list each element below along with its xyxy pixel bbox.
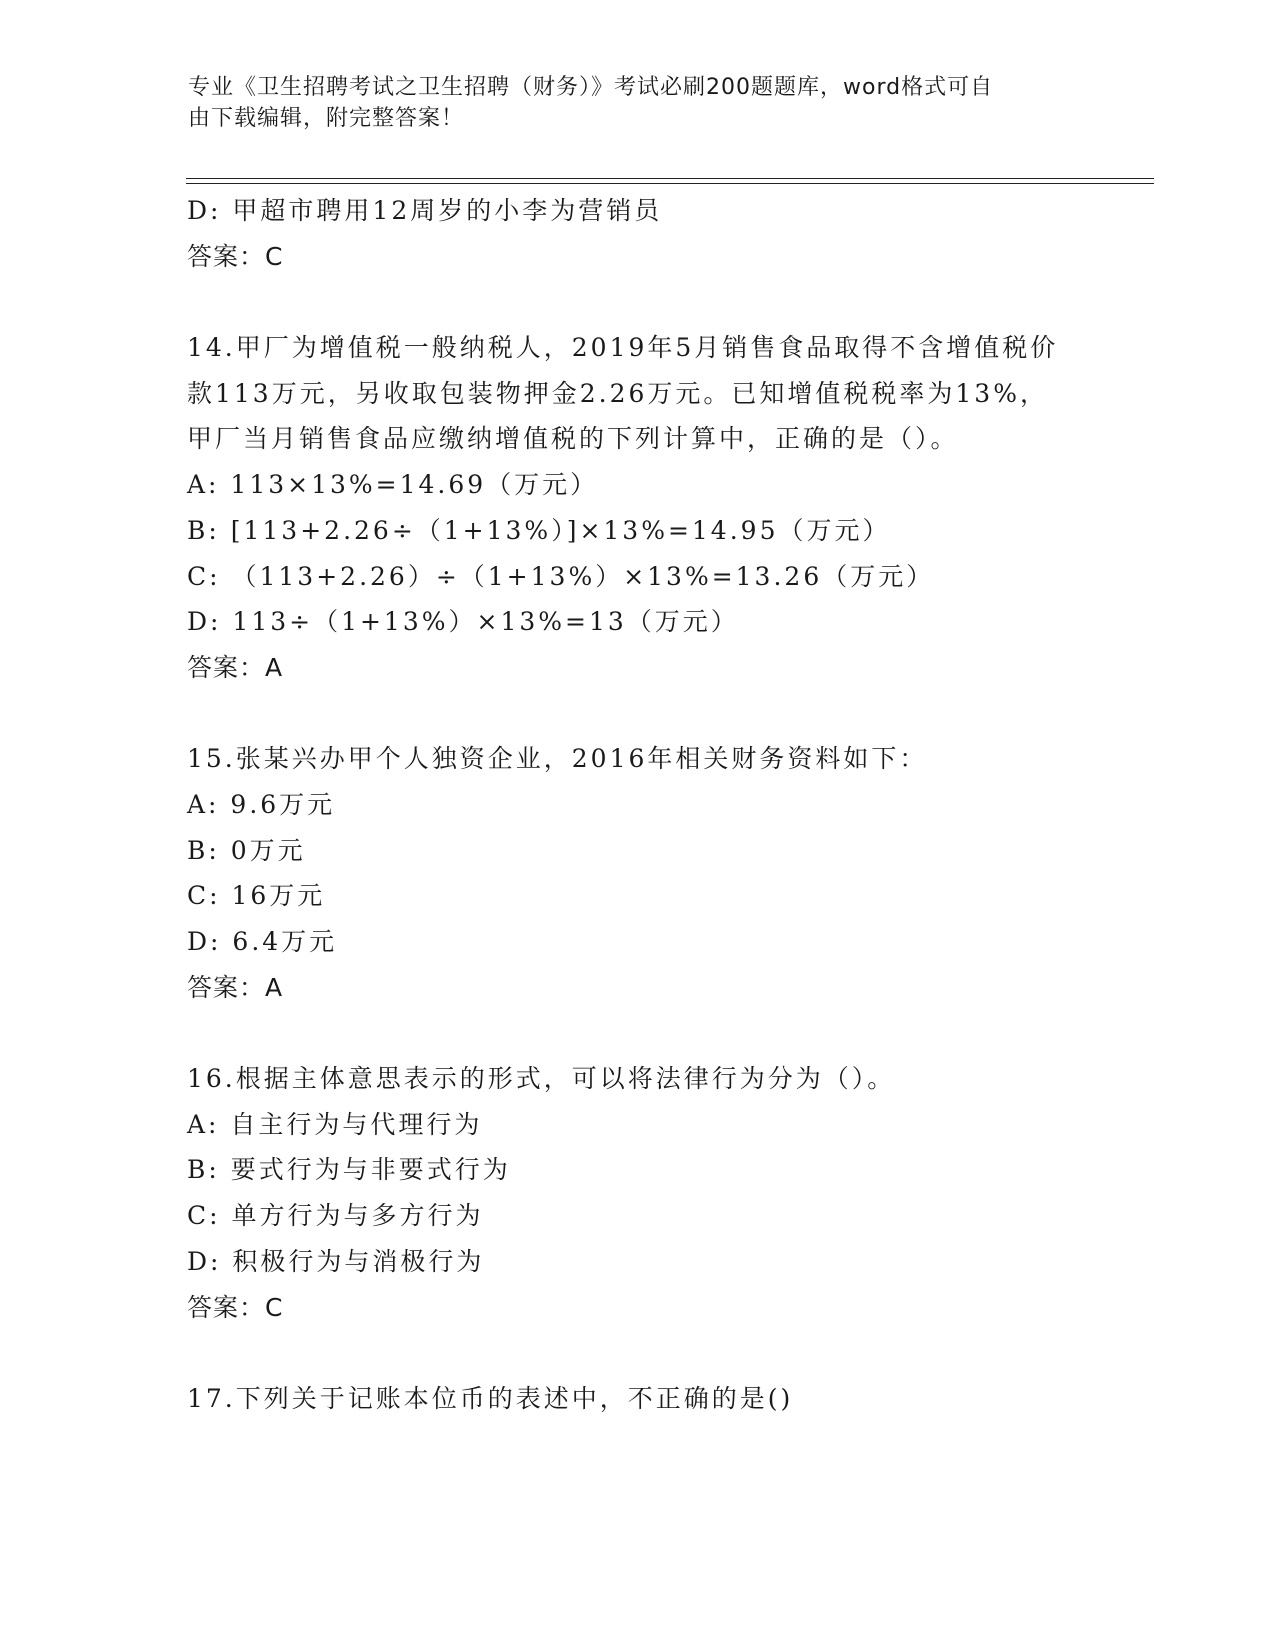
header-divider-bottom [186, 183, 1154, 184]
answer: 答案：A [187, 972, 284, 1002]
option-d: D: 6.4万元 [187, 927, 338, 956]
answer: 答案：A [187, 652, 284, 682]
question-17 [187, 1376, 1147, 1422]
header-line-2: 由下载编辑，附完整答案！ [188, 106, 465, 131]
header-line-1: 专业《卫生招聘考试之卫生招聘（财务）》考试必刷200题题库，word格式可自 [188, 75, 994, 100]
option-a: A: 自主行为与代理行为 [187, 1109, 483, 1139]
option-b: B: 要式行为与非要式行为 [187, 1155, 511, 1185]
question-stem: 17.下列关于记账本位币的表述中，不正确的是() [187, 1383, 794, 1413]
spacer [187, 691, 1147, 737]
option-c: C: 单方行为与多方行为 [187, 1201, 484, 1231]
question-13 [187, 188, 1147, 279]
question-stem: 16.根据主体意思表示的形式，可以将法律行为分为（）。 [187, 1064, 896, 1094]
option-b: B: 0万元 [187, 835, 306, 865]
option-c: C: 16万元 [187, 881, 326, 911]
question-stem: 款113万元，另收取包装物押金2.26万元。已知增值税税率为13%， [187, 378, 1048, 408]
option-a: A: 9.6万元 [187, 789, 336, 819]
header-divider-top [186, 178, 1154, 179]
option-d: D: 113÷（1+13%）×13%=13（万元） [187, 607, 739, 637]
answer: 答案：C [187, 241, 284, 271]
option-d: D: 甲超市聘用12周岁的小李为营销员 [187, 196, 663, 225]
option-c: C: （113+2.26）÷（1+13%）×13%=13.26（万元） [187, 561, 935, 591]
question-15 [187, 736, 1147, 1010]
answer: 答案：C [187, 1292, 284, 1322]
question-list [187, 188, 1147, 1422]
document-header [188, 72, 1068, 134]
option-d: D: 积极行为与消极行为 [187, 1246, 485, 1276]
question-stem: 14.甲厂为增值税一般纳税人，2019年5月销售食品取得不含增值税价 [187, 333, 1059, 363]
spacer [187, 1010, 1147, 1056]
question-16 [187, 1056, 1147, 1330]
question-14 [187, 325, 1147, 691]
option-b: B: [113+2.26÷（1+13%）]×13%=14.95（万元） [187, 515, 891, 545]
spacer [187, 279, 1147, 325]
spacer [187, 1330, 1147, 1376]
question-stem: 15.张某兴办甲个人独资企业，2016年相关财务资料如下： [187, 744, 928, 774]
option-a: A: 113×13%=14.69（万元） [187, 470, 599, 500]
question-stem: 甲厂当月销售食品应缴纳增值税的下列计算中，正确的是（）。 [187, 424, 959, 454]
